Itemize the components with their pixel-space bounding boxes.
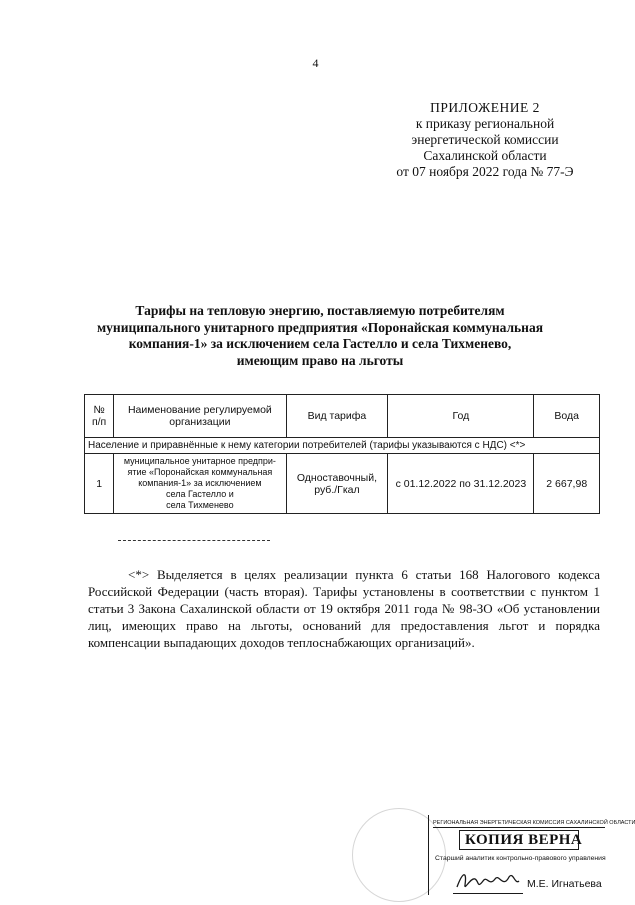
org-line: ятие «Поронайская коммунальная xyxy=(127,467,273,477)
cell-period: с 01.12.2022 по 31.12.2023 xyxy=(388,454,534,514)
document-title-line: муниципального унитарного предприятия «Поронайская коммунальная xyxy=(96,319,544,335)
document-title-line: компания-1» за исключением села Гастелло и села Тихменево, xyxy=(128,336,512,351)
table-header-row xyxy=(85,395,600,438)
appendix-line: энергетической комиссии xyxy=(411,132,559,147)
certification-stamp xyxy=(428,815,635,895)
footnote-text: <*> Выделяется в целях реализации пункта 6 статьи 168 Налогового кодекса Российской Федерации (часть вторая). Тарифы установлены в соответствии с пунктом 1 статьи 3 Закона Сахалинской области от 19 октября 2011 года № 98-ЗО «Об установлении лиц, имеющих право на льготы, оснований для предоставления льгот и порядка компенсации выпадающих доходов теплоснабжающих организаций». xyxy=(88,567,600,650)
page-number: 4 xyxy=(312,56,319,70)
document-title-line: имеющим право на льготы xyxy=(236,352,404,368)
header-year: Год xyxy=(388,395,534,438)
header-num: № п/п xyxy=(85,395,114,438)
appendix-line: от 07 ноября 2022 года № 77-Э xyxy=(396,164,574,179)
org-line: компания-1» за исключением xyxy=(138,478,262,488)
appendix-block xyxy=(360,100,610,180)
cell-num: 1 xyxy=(85,454,114,514)
document-title-line: Тарифы на тепловую энергию, поставляемую потребителям xyxy=(135,303,505,318)
footnote-divider xyxy=(118,540,270,541)
header-org: Наименование регулируемой организации xyxy=(114,395,286,438)
category-cell: Население и приравнённые к нему категории потребителей (тарифы указываются с НДС) <*> xyxy=(85,438,600,454)
cell-tariff-type xyxy=(286,454,388,514)
org-line: села Тихменево xyxy=(166,500,234,510)
org-line: муниципальное унитарное предпри- xyxy=(123,456,276,466)
category-row xyxy=(85,438,600,454)
header-tariff-type: Вид тарифа xyxy=(286,395,388,438)
header-water: Вода xyxy=(534,395,600,438)
signature-line xyxy=(453,893,523,894)
stamp-position: Старший аналитик контрольно-правового управления xyxy=(435,855,606,862)
cell-value: 2 667,98 xyxy=(534,454,600,514)
table-row xyxy=(85,454,600,514)
stamp-name: М.Е. Игнатьева xyxy=(527,878,602,890)
appendix-line: к приказу региональной xyxy=(415,116,555,131)
signature-mark xyxy=(453,867,523,893)
org-line: села Гастелло и xyxy=(166,489,234,499)
appendix-title: ПРИЛОЖЕНИЕ 2 xyxy=(430,100,540,115)
tariff-line: руб./Гкал xyxy=(314,483,360,496)
document-title xyxy=(60,303,580,369)
stamp-certified: КОПИЯ ВЕРНА xyxy=(465,832,583,848)
tariff-table xyxy=(84,394,600,514)
appendix-line: Сахалинской области xyxy=(423,148,547,163)
stamp-org: РЕГИОНАЛЬНАЯ ЭНЕРГЕТИЧЕСКАЯ КОМИССИЯ САХАЛИНСКОЙ ОБЛАСТИ xyxy=(433,820,635,826)
cell-org xyxy=(114,454,286,514)
tariff-line: Одноставочный, xyxy=(296,471,378,484)
